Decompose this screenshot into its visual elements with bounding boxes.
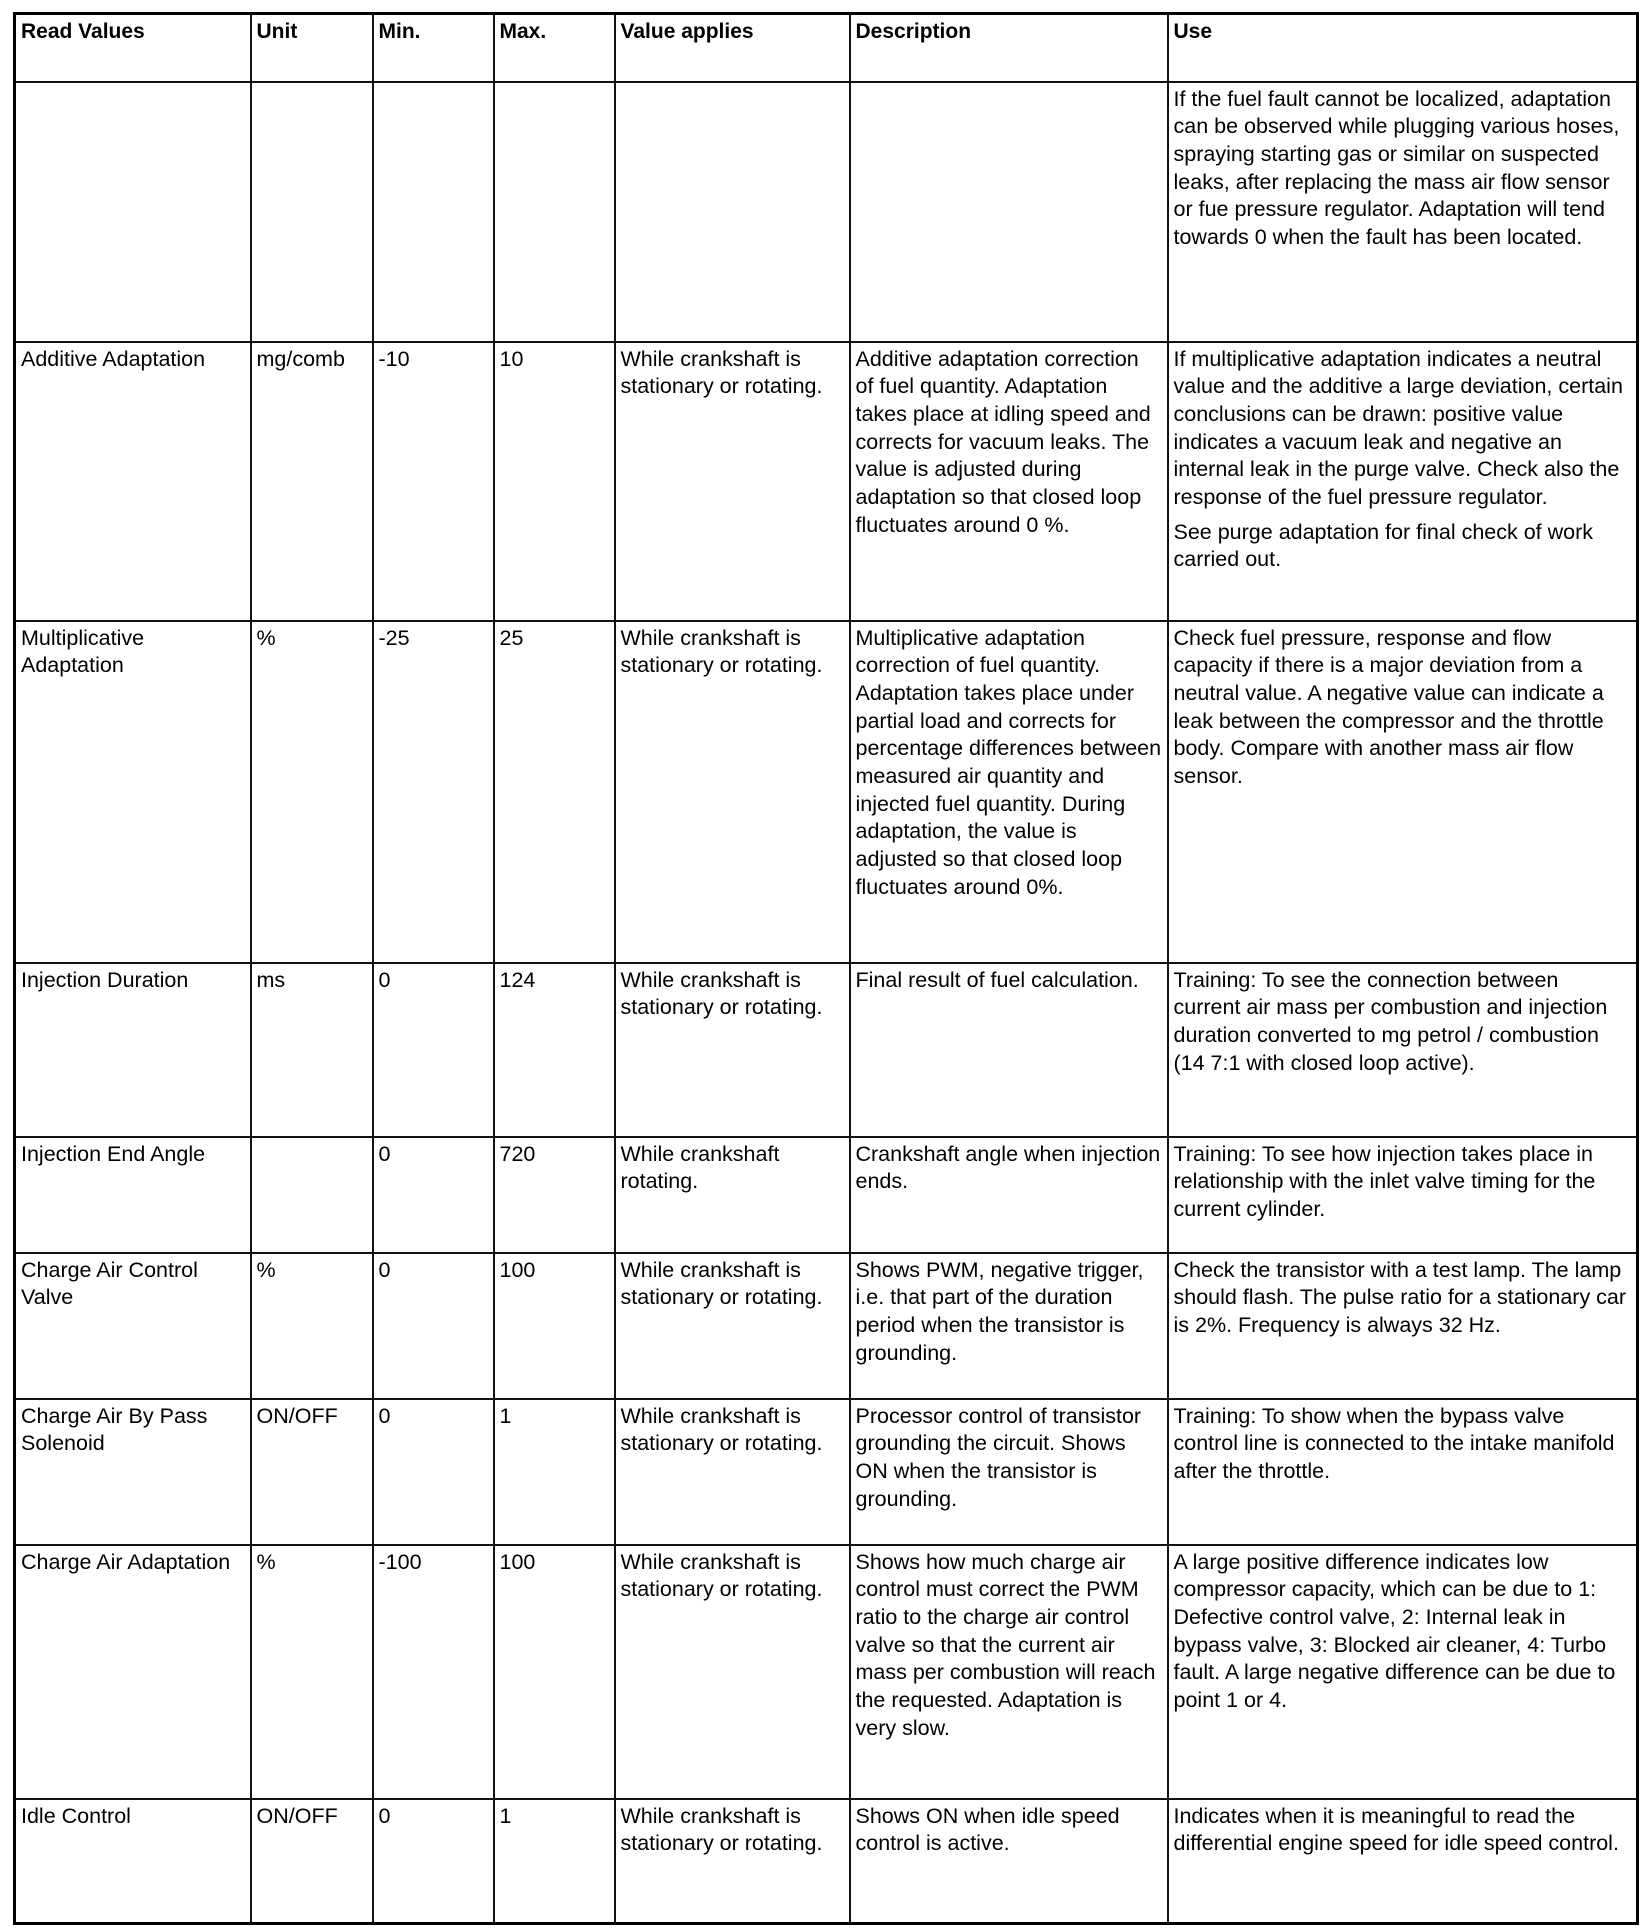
cell-value-applies xyxy=(615,82,850,342)
col-header-read-values: Read Values xyxy=(15,14,251,82)
cell-max: 10 xyxy=(494,342,615,621)
table-row xyxy=(15,1799,1638,1924)
cell-max xyxy=(494,82,615,342)
col-header-max: Max. xyxy=(494,14,615,82)
cell-unit: % xyxy=(251,621,373,963)
cell-unit: ON/OFF xyxy=(251,1399,373,1545)
cell-min: 0 xyxy=(373,1399,494,1545)
use-text: Check the transistor with a test lamp. The lamp should flash. The pulse ratio for a stationary car is 2%. Frequency is always 32 Hz. xyxy=(1173,1257,1627,1337)
cell-read-value: Multiplicative Adaptation xyxy=(15,621,251,963)
table-row xyxy=(15,1137,1638,1253)
cell-min: 0 xyxy=(373,963,494,1137)
cell-description: Final result of fuel calculation. xyxy=(850,963,1168,1137)
cell-min: -25 xyxy=(373,621,494,963)
use-text: Training: To see how injection takes place in relationship with the inlet valve timing for the current cylinder. xyxy=(1173,1141,1596,1221)
cell-use xyxy=(1168,1399,1638,1545)
use-text: A large positive difference indicates low compressor capacity, which can be due to 1: Defective control valve, 2: Internal leak in bypass valve, 3: Blocked air cleaner, 4: Turbo fault. A large negative difference can be due to point 1 or 4. xyxy=(1173,1549,1616,1713)
use-text: If the fuel fault cannot be localized, adaptation can be observed while plugging various hoses, spraying starting gas or similar on suspected leaks, after replacing the mass air flow sensor or fue pressure regulator. Adaptation will tend towards 0 when the fault has been located. xyxy=(1173,86,1620,250)
use-text: Training: To see the connection between current air mass per combustion and injection duration converted to mg petrol / combustion (14 7:1 with closed loop active). xyxy=(1173,967,1608,1075)
table-row xyxy=(15,82,1638,342)
cell-use xyxy=(1168,963,1638,1137)
cell-read-value: Idle Control xyxy=(15,1799,251,1924)
col-header-unit: Unit xyxy=(251,14,373,82)
use-text: Check fuel pressure, response and flow capacity if there is a major deviation from a neutral value. A negative value can indicate a leak between the compressor and the throttle body. Compare with another mass air flow sensor. xyxy=(1173,625,1604,789)
cell-value-applies: While crankshaft is stationary or rotating. xyxy=(615,1399,850,1545)
cell-read-value: Additive Adaptation xyxy=(15,342,251,621)
cell-use xyxy=(1168,1545,1638,1799)
cell-min: 0 xyxy=(373,1799,494,1924)
use-text: If multiplicative adaptation indicates a neutral value and the additive a large deviation, certain conclusions can be drawn: positive value indicates a vacuum leak and negative an internal leak in the purge valve. Check also the response of the fuel pressure regulator. xyxy=(1173,346,1623,510)
cell-value-applies: While crankshaft is stationary or rotating. xyxy=(615,963,850,1137)
cell-min: 0 xyxy=(373,1137,494,1253)
cell-description: Shows how much charge air control must correct the PWM ratio to the charge air control valve so that the current air mass per combustion will reach the requested. Adaptation is very slow. xyxy=(850,1545,1168,1799)
use-text-secondary: See purge adaptation for final check of work carried out. xyxy=(1173,519,1594,572)
use-text: Training: To show when the bypass valve control line is connected to the intake manifold after the throttle. xyxy=(1173,1403,1615,1483)
cell-value-applies: While crankshaft is stationary or rotating. xyxy=(615,342,850,621)
cell-max: 124 xyxy=(494,963,615,1137)
cell-unit: ON/OFF xyxy=(251,1799,373,1924)
cell-description: Crankshaft angle when injection ends. xyxy=(850,1137,1168,1253)
cell-read-value: Injection Duration xyxy=(15,963,251,1137)
cell-value-applies: While crankshaft is stationary or rotating. xyxy=(615,1799,850,1924)
col-header-value-applies: Value applies xyxy=(615,14,850,82)
cell-read-value: Charge Air Adaptation xyxy=(15,1545,251,1799)
cell-use xyxy=(1168,1253,1638,1399)
cell-min: 0 xyxy=(373,1253,494,1399)
col-header-use: Use xyxy=(1168,14,1638,82)
cell-max: 1 xyxy=(494,1399,615,1545)
cell-max: 100 xyxy=(494,1545,615,1799)
cell-read-value xyxy=(15,82,251,342)
cell-value-applies: While crankshaft is stationary or rotating. xyxy=(615,621,850,963)
cell-unit: % xyxy=(251,1545,373,1799)
cell-unit: % xyxy=(251,1253,373,1399)
cell-use xyxy=(1168,1137,1638,1253)
cell-description: Shows PWM, negative trigger, i.e. that part of the duration period when the transistor is grounding. xyxy=(850,1253,1168,1399)
cell-read-value: Charge Air By Pass Solenoid xyxy=(15,1399,251,1545)
header-row xyxy=(15,14,1638,82)
cell-description: Shows ON when idle speed control is active. xyxy=(850,1799,1168,1924)
cell-max: 25 xyxy=(494,621,615,963)
cell-use xyxy=(1168,82,1638,342)
cell-unit: mg/comb xyxy=(251,342,373,621)
use-text: Indicates when it is meaningful to read the differential engine speed for idle speed control. xyxy=(1173,1803,1619,1856)
table-row xyxy=(15,1545,1638,1799)
cell-description: Processor control of transistor grounding the circuit. Shows ON when the transistor is grounding. xyxy=(850,1399,1168,1545)
col-header-description: Description xyxy=(850,14,1168,82)
cell-use xyxy=(1168,1799,1638,1924)
cell-max: 1 xyxy=(494,1799,615,1924)
table-row xyxy=(15,1399,1638,1545)
cell-value-applies: While crankshaft is stationary or rotating. xyxy=(615,1253,850,1399)
table-row xyxy=(15,963,1638,1137)
table-row xyxy=(15,342,1638,621)
cell-read-value: Charge Air Control Valve xyxy=(15,1253,251,1399)
cell-min: -10 xyxy=(373,342,494,621)
table-row xyxy=(15,621,1638,963)
cell-description: Multiplicative adaptation correction of fuel quantity. Adaptation takes place under partial load and corrects for percentage differences between measured air quantity and injected fuel quantity. During adaptation, the value is adjusted so that closed loop fluctuates around 0%. xyxy=(850,621,1168,963)
cell-min xyxy=(373,82,494,342)
cell-unit xyxy=(251,1137,373,1253)
cell-unit: ms xyxy=(251,963,373,1137)
cell-value-applies: While crankshaft is stationary or rotating. xyxy=(615,1545,850,1799)
cell-unit xyxy=(251,82,373,342)
cell-description xyxy=(850,82,1168,342)
cell-max: 720 xyxy=(494,1137,615,1253)
read-values-table xyxy=(13,12,1639,1925)
cell-read-value: Injection End Angle xyxy=(15,1137,251,1253)
cell-use xyxy=(1168,621,1638,963)
cell-max: 100 xyxy=(494,1253,615,1399)
cell-min: -100 xyxy=(373,1545,494,1799)
cell-value-applies: While crankshaft rotating. xyxy=(615,1137,850,1253)
table-row xyxy=(15,1253,1638,1399)
cell-use xyxy=(1168,342,1638,621)
col-header-min: Min. xyxy=(373,14,494,82)
cell-description: Additive adaptation correction of fuel quantity. Adaptation takes place at idling speed and corrects for vacuum leaks. The value is adjusted during adaptation so that closed loop fluctuates around 0 %. xyxy=(850,342,1168,621)
